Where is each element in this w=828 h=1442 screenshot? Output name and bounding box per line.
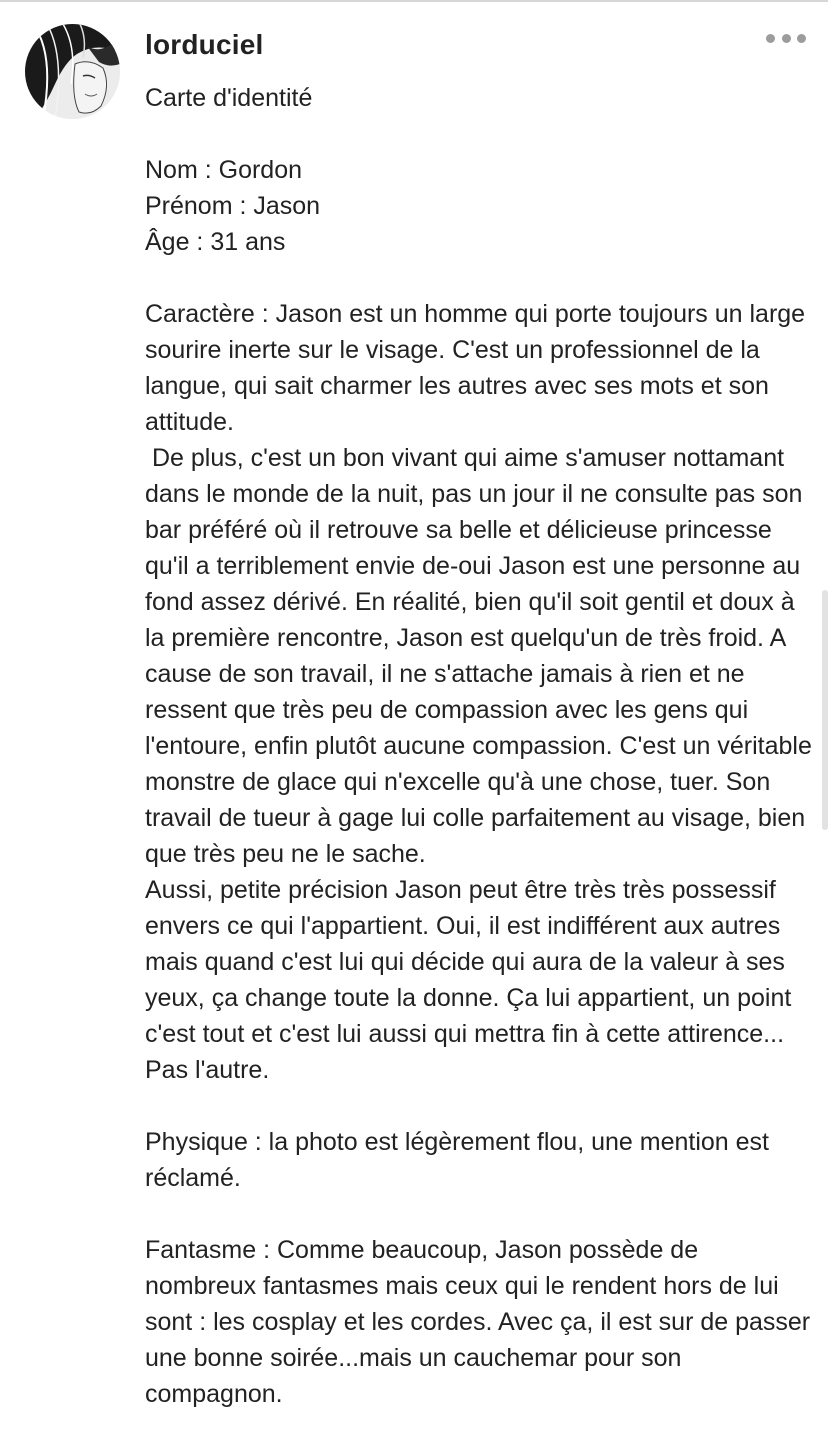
avatar[interactable]	[25, 24, 120, 119]
avatar-manga-icon	[25, 24, 120, 119]
fantasme-paragraph: Fantasme : Comme beaucoup, Jason possède de nombreux fantasmes mais ceux qui le rendent hors de lui sont : les cosplay et les cordes. Avec ça, il est sur de passer une bonne soirée...mais un cauchemar pour son compagnon.	[145, 1236, 818, 1408]
more-options-button[interactable]	[766, 28, 806, 48]
top-divider	[0, 0, 828, 2]
paragraph-gap	[145, 1196, 813, 1232]
post-body	[145, 80, 819, 1412]
identity-nom: Nom : Gordon	[145, 156, 303, 184]
post-heading: Carte d'identité	[145, 84, 313, 112]
scrollbar[interactable]	[822, 590, 828, 830]
more-horizontal-icon	[766, 34, 775, 43]
more-horizontal-icon-dot	[797, 34, 806, 43]
post-author[interactable]: lorduciel	[145, 29, 264, 60]
physique-paragraph: Physique : la photo est légèrement flou, une mention est réclamé.	[145, 1128, 776, 1192]
caractere-paragraph-2: De plus, c'est un bon vivant qui aime s'amuser nottamant dans le monde de la nuit, pas un jour il ne consulte pas son bar préféré où il retrouve sa belle et délicieuse princesse qu'il a terriblement envie de-oui Jason est une personne au fond assez dérivé. En réalité, bien qu'il soit gentil et doux à la première rencontre, Jason est quelqu'un de très froid. A cause de son travail, il ne s'attache jamais à rien et ne ressent que très peu de compassion avec les gens qui l'entoure, enfin plutôt aucune compassion. C'est un véritable monstre de glace qui n'excelle qu'à une chose, tuer. Son travail de tueur à gage lui colle parfaitement au visage, bien que très peu ne le sache.	[145, 444, 819, 868]
paragraph-gap	[145, 1088, 813, 1124]
identity-prenom: Prénom : Jason	[145, 192, 321, 220]
more-horizontal-icon-dot	[782, 34, 791, 43]
paragraph-gap	[145, 116, 813, 152]
caractere-paragraph-3: Aussi, petite précision Jason peut être très très possessif envers ce qui l'appartient. Oui, il est indifférent aux autres mais quand c'est lui qui décide qui aura de la valeur à ses yeux, ça change toute la donne. Ça lui appartient, un point c'est tout et c'est lui aussi qui mettra fin à cette attirence... Pas l'autre.	[145, 876, 799, 1084]
caractere-paragraph-1: Caractère : Jason est un homme qui porte toujours un large sourire inerte sur le visage. C'est un professionnel de la langue, qui sait charmer les autres avec ses mots et son attitude.	[145, 300, 813, 436]
paragraph-gap	[145, 260, 813, 296]
identity-age: Âge : 31 ans	[145, 228, 286, 256]
